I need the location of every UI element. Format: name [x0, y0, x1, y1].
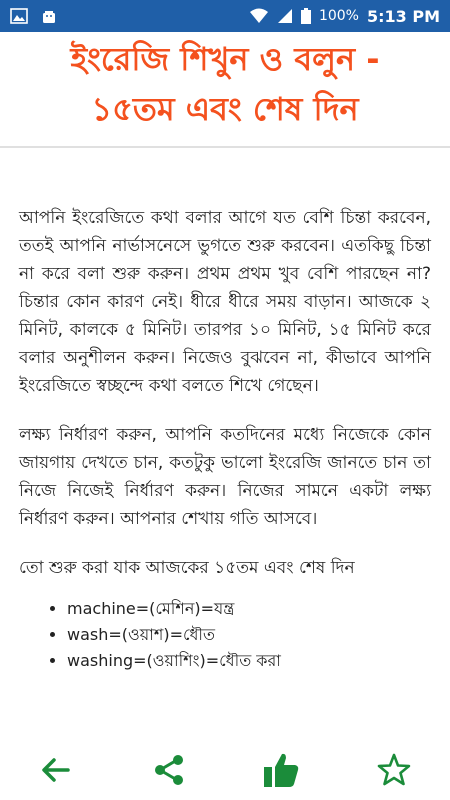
- title-line-2: ১৫তম এবং শেষ দিন: [91, 90, 359, 128]
- paragraph-3: তো শুরু করা যাক আজকের ১৫তম এবং শেষ দিন: [19, 558, 355, 578]
- title-line-1: ইংরেজি শিখুন ও বলুন -: [70, 40, 380, 78]
- clock: 5:13 PM: [366, 6, 440, 26]
- android-icon: [40, 7, 58, 25]
- star-icon: [376, 752, 412, 788]
- back-arrow-icon: [38, 752, 74, 788]
- vocab-item: • machine=(মেশিন)=যন্ত্র: [67, 596, 431, 622]
- bottom-nav: [0, 740, 450, 800]
- signal-icon: [277, 8, 293, 24]
- vocab-item: • wash=(ওয়াশ)=ধৌত: [67, 622, 431, 648]
- like-button[interactable]: [257, 746, 305, 794]
- title-divider: [0, 146, 450, 148]
- vocab-list: [19, 596, 431, 674]
- thumbs-up-icon: [261, 750, 301, 790]
- status-bar: [0, 0, 450, 32]
- lesson-title: [0, 34, 450, 134]
- paragraph-2: লক্ষ্য নির্ধারণ করুন, আপনি কতদিনের মধ্যে নিজেকে কোন জায়গায় দেখতে চান, কতটুকু ভালো ইংরেজি জানতে চান তা নিজে নিজেই নির্ধারণ করুন। নিজের সামনে একটা লক্ষ্য নির্ধারণ করুন। আপনার শেখায় গতি আসবে।: [19, 425, 431, 529]
- share-icon: [151, 752, 187, 788]
- battery-icon: [301, 8, 311, 24]
- vocab-item: • washing=(ওয়াশিং)=ধৌত করা: [67, 648, 431, 674]
- battery-percent: 100%: [318, 8, 359, 24]
- wifi-icon: [249, 8, 269, 24]
- share-button[interactable]: [145, 746, 193, 794]
- back-button[interactable]: [32, 746, 80, 794]
- gallery-icon: [10, 7, 28, 25]
- favorite-button[interactable]: [370, 746, 418, 794]
- notification-icons: [10, 7, 58, 25]
- lesson-content: [19, 204, 431, 674]
- paragraph-1: আপনি ইংরেজিতে কথা বলার আগে যত বেশি চিন্তা করবেন, ততই আপনি নার্ভাসনেসে ভুগতে শুরু করবেন। এতকিছু চিন্তা না করে বলা শুরু করুন। প্রথম প্রথম খুব বেশি পারছেন না? চিন্তার কোন কারণ নেই। ধীরে ধীরে সময় বাড়ান। আজকে ২ মিনিট, কালকে ৫ মিনিট। তারপর ১০ মিনিট, ১৫ মিনিট করে বলার অনুশীলন করুন। নিজেও বুঝবেন না, কীভাবে আপনি ইংরেজিতে স্বচ্ছন্দে কথা বলতে শিখে গেছেন।: [19, 208, 431, 396]
